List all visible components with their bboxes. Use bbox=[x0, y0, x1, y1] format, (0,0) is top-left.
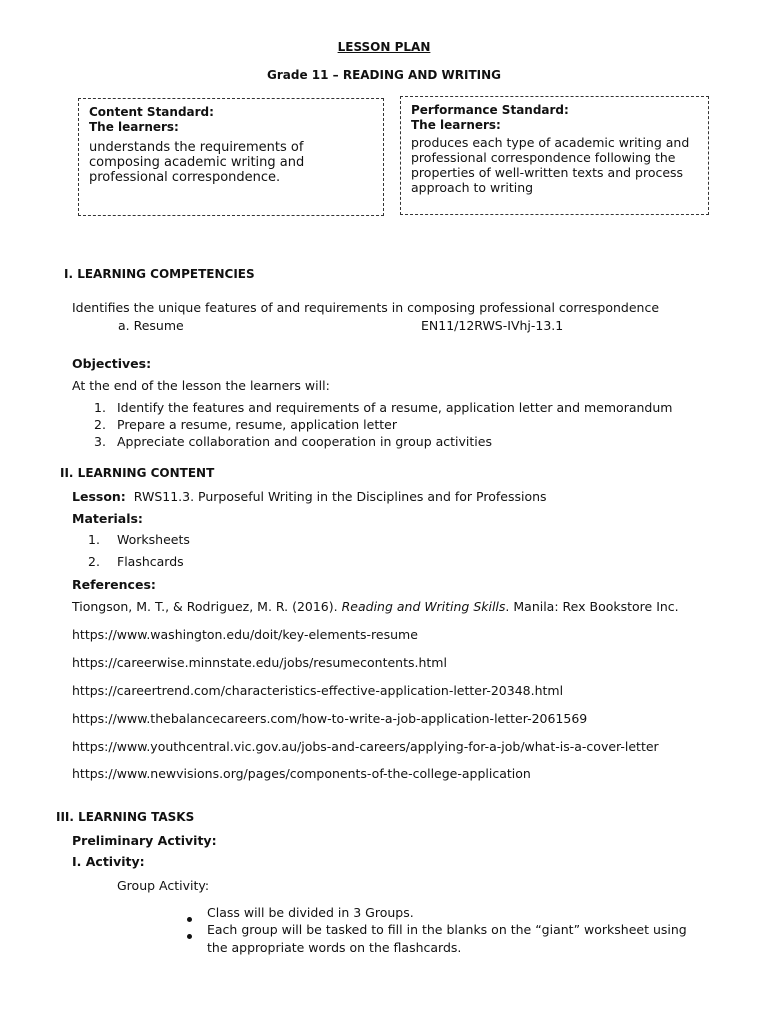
bullet-icon bbox=[187, 927, 192, 942]
objective-number: 3. bbox=[94, 434, 106, 449]
objective-item: Identify the features and requirements of a resume, application letter and memorandum bbox=[117, 400, 673, 415]
objective-item: Prepare a resume, resume, application letter bbox=[117, 417, 397, 432]
reference-link[interactable]: https://www.youthcentral.vic.gov.au/jobs-and-careers/applying-for-a-job/what-is-a-cover-letter bbox=[72, 739, 659, 754]
performance-standard-box bbox=[400, 96, 709, 215]
materials-label: Materials: bbox=[72, 511, 143, 526]
reference-book-authors: Tiongson, M. T., & Rodriguez, M. R. (2016). bbox=[72, 599, 342, 614]
reference-link[interactable]: https://www.washington.edu/doit/key-elements-resume bbox=[72, 627, 418, 642]
reference-link[interactable]: https://careerwise.minnstate.edu/jobs/resumecontents.html bbox=[72, 655, 447, 670]
competency-item-code: EN11/12RWS-IVhj-13.1 bbox=[421, 318, 564, 333]
reference-link[interactable]: https://careertrend.com/characteristics-effective-application-letter-20348.html bbox=[72, 683, 564, 698]
document-subtitle: Grade 11 – READING AND WRITING bbox=[267, 68, 501, 82]
lesson-label: Lesson: bbox=[72, 489, 126, 504]
lesson-text: RWS11.3. Purposeful Writing in the Disciplines and for Professions bbox=[133, 489, 547, 504]
activity-label: I. Activity: bbox=[72, 854, 145, 869]
content-standard-learners: The learners: bbox=[89, 120, 179, 134]
reference-book bbox=[72, 599, 679, 614]
reference-link[interactable]: https://www.thebalancecareers.com/how-to-write-a-job-application-letter-2061569 bbox=[72, 711, 588, 726]
material-number: 1. bbox=[88, 532, 100, 547]
bullet-item: Class will be divided in 3 Groups. bbox=[207, 905, 414, 920]
group-activity-label: Group Activity: bbox=[117, 878, 210, 893]
references-label: References: bbox=[72, 577, 156, 592]
bullet-item: Each group will be tasked to fill in the blanks on the “giant” worksheet using bbox=[207, 922, 687, 937]
document-title: LESSON PLAN bbox=[337, 40, 431, 54]
material-number: 2. bbox=[88, 554, 100, 569]
objectives-label: Objectives: bbox=[72, 356, 152, 371]
objective-number: 2. bbox=[94, 417, 106, 432]
performance-standard-learners: The learners: bbox=[411, 118, 501, 132]
section-learning-competencies-heading: I. LEARNING COMPETENCIES bbox=[64, 267, 255, 281]
performance-standard-text: produces each type of academic writing and professional correspondence following the properties of well-written texts and process approach to writing bbox=[411, 135, 690, 195]
section-learning-tasks-heading: III. LEARNING TASKS bbox=[56, 810, 195, 824]
material-item: Flashcards bbox=[117, 554, 184, 569]
content-standard-label: Content Standard: bbox=[89, 105, 214, 119]
reference-book-title: Reading and Writing Skills bbox=[341, 599, 506, 614]
reference-link[interactable]: https://www.newvisions.org/pages/components-of-the-college-application bbox=[72, 766, 531, 781]
bullet-item-continuation: the appropriate words on the flashcards. bbox=[207, 940, 462, 955]
competency-text: Identifies the unique features of and requirements in composing professional correspondence bbox=[72, 300, 660, 315]
objectives-intro: At the end of the lesson the learners will: bbox=[72, 378, 330, 393]
competency-item-label: a. Resume bbox=[118, 318, 184, 333]
objective-number: 1. bbox=[94, 400, 106, 415]
section-learning-content-heading: II. LEARNING CONTENT bbox=[60, 466, 215, 480]
bullet-icon bbox=[187, 910, 192, 925]
material-item: Worksheets bbox=[117, 532, 190, 547]
objective-item: Appreciate collaboration and cooperation in group activities bbox=[117, 434, 492, 449]
preliminary-activity-label: Preliminary Activity: bbox=[72, 833, 217, 848]
performance-standard-label: Performance Standard: bbox=[411, 103, 569, 117]
content-standard-box bbox=[78, 98, 384, 216]
reference-book-publisher: . Manila: Rex Bookstore Inc. bbox=[505, 599, 679, 614]
content-standard-text: understands the requirements of composing academic writing and professional correspondence. bbox=[89, 140, 305, 185]
